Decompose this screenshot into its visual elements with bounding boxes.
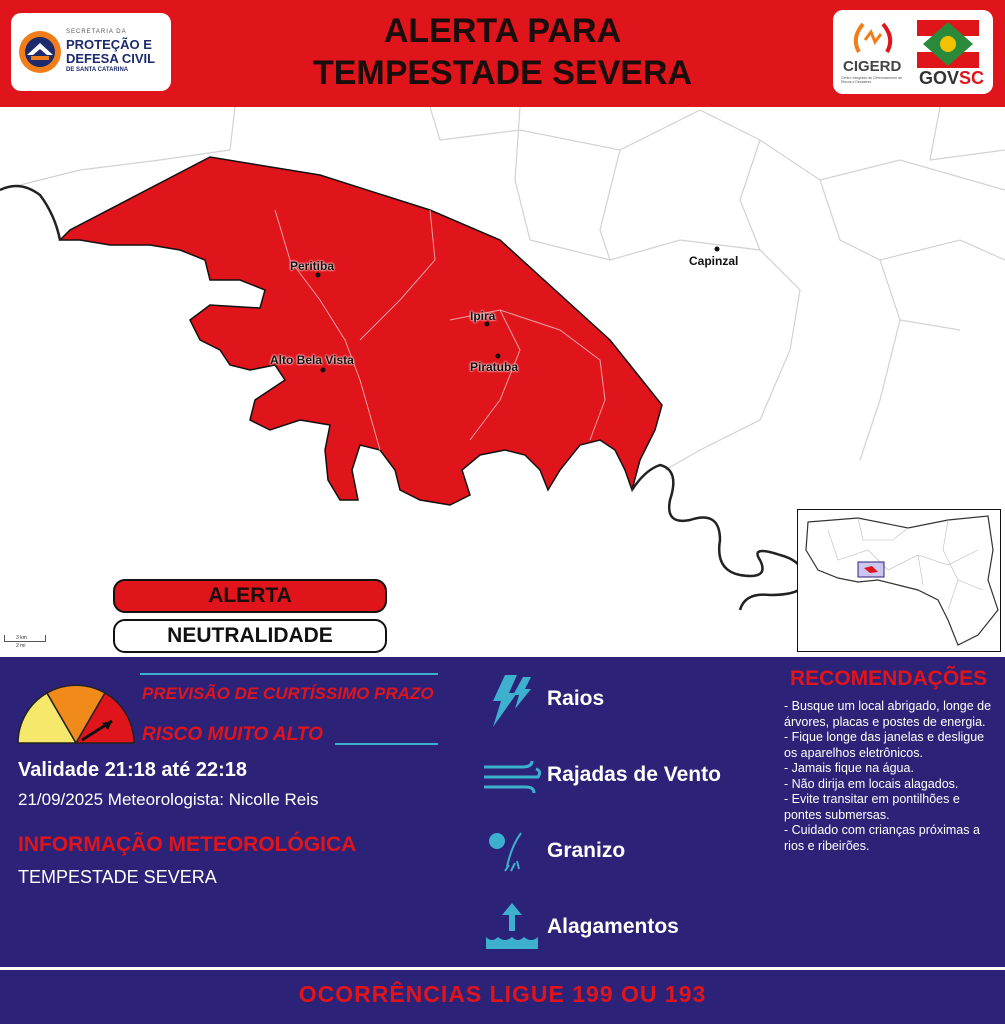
info-panel: [0, 657, 1005, 1024]
footer-divider: [0, 967, 1005, 970]
recommendation-item: - Fique longe das janelas e desligue os aparelhos eletrônicos.: [784, 730, 985, 760]
flood-icon: [484, 901, 540, 951]
town-label-peritiba: Peritiba: [290, 259, 335, 273]
lightning-icon: [487, 673, 533, 729]
inset-map-canvas: [798, 510, 1000, 651]
hail-icon: [485, 827, 531, 877]
defesa-civil-emblem-icon: [17, 29, 63, 75]
recommendation-item: - Evite transitar em pontilhões e pontes submersas.: [784, 792, 960, 822]
recommendation-item: - Jamais fique na água.: [784, 761, 914, 775]
govsc-label: [919, 68, 984, 89]
title-line2: TEMPESTADE SEVERA: [312, 54, 693, 92]
scale-bar: [4, 635, 46, 651]
town-dot-peritiba: [316, 273, 321, 278]
logo-line3: DE SANTA CATARINA: [66, 67, 129, 73]
sc-flag-icon: [917, 20, 979, 68]
alert-area[interactable]: [60, 157, 662, 505]
risk-level: RISCO MUITO ALTO: [142, 724, 323, 745]
page-title: [190, 10, 815, 94]
divider-risk: [335, 743, 438, 745]
logo-small-text: SECRETARIA DA: [66, 29, 127, 35]
govsc-prefix: GOV: [919, 68, 960, 88]
hazard-raios: Raios: [547, 687, 605, 710]
govsc-suffix: SC: [959, 68, 985, 88]
recommendations-heading: RECOMENDAÇÕES: [790, 667, 988, 690]
recommendation-item: - Busque um local abrigado, longe de árvores, placas e postes de energia.: [784, 699, 992, 729]
date-meteorologist: 21/09/2025 Meteorologista: Nicolle Reis: [18, 790, 319, 809]
emergency-numbers: OCORRÊNCIAS LIGUE 199 OU 193: [298, 981, 707, 1007]
hazard-rajadas: Rajadas de Vento: [547, 763, 721, 786]
logo-line2: DEFESA CIVIL: [66, 51, 156, 66]
defesa-civil-logo: [11, 13, 171, 91]
wind-icon: [482, 757, 542, 797]
logo-line1: PROTEÇÃO E: [66, 37, 152, 52]
gov-logos: [833, 10, 993, 94]
inset-state-map: [797, 509, 1001, 652]
info-heading: INFORMAÇÃO METEOROLÓGICA: [18, 833, 357, 856]
town-label-piratuba: Piratuba: [470, 360, 519, 374]
recommendation-item: - Não dirija em locais alagados.: [784, 776, 959, 791]
cigerd-emblem-icon: [849, 18, 897, 58]
hazard-alagamentos: Alagamentos: [547, 915, 679, 938]
scale-mi: 2 mi: [16, 643, 26, 649]
recommendation-item: - Cuidado com crianças próximas a rios e ribeirões.: [784, 823, 980, 853]
town-label-capinzal: Capinzal: [689, 254, 739, 268]
town-label-ipira: Ipira: [470, 309, 496, 323]
validity-text: Validade 21:18 até 22:18: [18, 759, 248, 781]
forecast-type: PREVISÃO DE CURTÍSSIMO PRAZO: [142, 684, 434, 703]
cigerd-subtitle: Centro Integrado de Gerenciamento de Riscos e Desastres: [841, 76, 902, 84]
town-dot-capinzal: [715, 247, 720, 252]
cigerd-label: CIGERD: [843, 58, 902, 75]
town-label-alto-bela-vista: Alto Bela Vista: [270, 353, 354, 367]
legend-neutral: NEUTRALIDADE: [113, 619, 387, 653]
town-dot-alto-bela-vista: [321, 368, 326, 373]
recommendations-list: [784, 699, 994, 854]
divider-top: [140, 673, 438, 675]
town-dot-piratuba: [496, 354, 501, 359]
header-banner: [0, 0, 1005, 107]
info-text: TEMPESTADE SEVERA: [18, 867, 217, 887]
alert-map[interactable]: [0, 107, 1005, 657]
hazard-granizo: Granizo: [547, 839, 626, 862]
legend-alert: ALERTA: [113, 579, 387, 613]
risk-gauge-icon: [16, 683, 136, 745]
title-line1: ALERTA PARA: [383, 12, 622, 50]
scale-km: 3 km: [16, 635, 27, 641]
